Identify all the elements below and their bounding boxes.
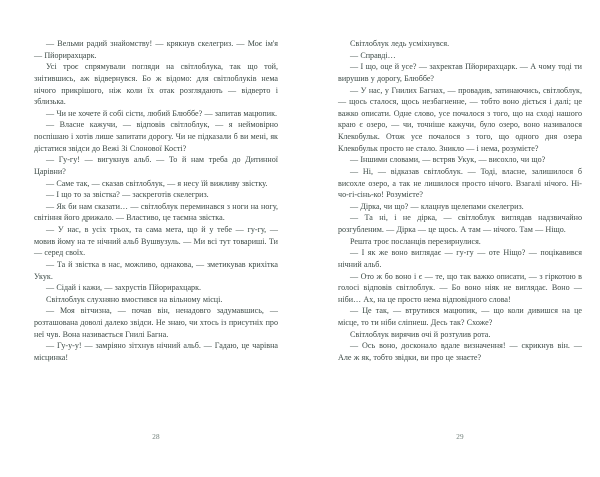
- paragraph: — Справді…: [350, 50, 396, 60]
- paragraph: — Моя вітчизна, — почав він, ненадовго задумавшись, — розташована доволі далеко звідси. Не знаю, чи хтось із присутніх про неї чув. Вона називається Гнилі Багна.: [34, 306, 278, 339]
- paragraph: — І як же воно виглядає — гу-гу — оте Ніщо? — поцікавився нічний альб.: [338, 248, 582, 269]
- page-left-textblock: [34, 38, 278, 364]
- paragraph: — Власне кажучи, — відповів світлоблук, — я неймовірно поспішаю і хотів лише запитати дорогу. Чи не підказали б ви мені, як дістатися звідси до Вежі Зі Слонової Кості?: [34, 120, 278, 153]
- paragraph: — Саме так, — сказав світлоблук, — я несу їй вижливу звістку.: [46, 178, 268, 188]
- paragraph: — Ні, — відказав світлоблук. — Тоді, власне, залишилося б висохле озеро, а так не лишилося просто нічого. Взагалі нічого. Ні-чо-гі-сінь-ко! Розумієте?: [338, 166, 582, 200]
- paragraph: — Сідай і кажи, — захрустів Пйорирахцарк.: [46, 283, 202, 293]
- paragraph: Усі троє спрямували погляди на світлоблука, так що той, знітившись, аж відвернувся. Бо ж відомо: для світлоблуків нема нічого прикрішого, ніж коли їх отак розглядають — відверто і зблизька.: [34, 62, 278, 107]
- paragraph: — Ось воно, досконало вдале визначення! — скрикнув він. — Але ж як, тобто звідки, ви про це знаєте?: [338, 341, 582, 362]
- page-right-textblock: [338, 38, 582, 364]
- paragraph: — Чи не хочете й собі сісти, любий Блюббе? — запитав мацюпик.: [46, 108, 278, 118]
- paragraph: — Іншими словами, — встряв Укук, — висохло, чи що?: [350, 155, 546, 165]
- paragraph: — Та ні, і не дірка, — світлоблук виглядав надзвичайно розгубленим. — Дірка — це щось. А там — нічого. Там — Ніщо.: [338, 213, 582, 234]
- paragraph: Світлоблук вирячив очі й розтулив рота.: [350, 329, 491, 339]
- paragraph: — Вельми радий знайомству! — крякнув скелегриз. — Моє ім'я — Пйорирахцарк.: [34, 39, 278, 60]
- paragraph: — І що то за звістка? — заскреготів скелегриз.: [46, 190, 209, 200]
- page-right: [300, 0, 600, 477]
- paragraph: — Та й звістка в нас, можливо, однакова, — зметикував крихітка Укук.: [34, 259, 278, 281]
- paragraph: Світлоблук ледь усміхнувся.: [350, 39, 450, 48]
- paragraph: — Дірка, чи що? — клацнув щелепами скелегриз.: [350, 201, 524, 211]
- paragraph: — У нас, у Гнилих Багнах, — провадив, затинаючись, світлоблук, — щось сталося, щось незбагненне, — тобто воно діється і далі; це важко описати. Одне слово, усе почалося з того, що на сході нашого краю є озеро, — чи, точніше кажучи, було озеро, воно називалося Клекобульк. Отож усе почалося з того, що одного дня озера Клекобульк просто не стало. Зникло — і нема, розумієте?: [338, 85, 582, 153]
- paragraph: — Це так, — втрутився мацюпик, — що коли дивишся на це місце, то ти ніби сліпнеш. Десь так? Схоже?: [338, 306, 582, 327]
- paragraph: — У нас, в усіх трьох, та сама мета, що й у тебе — гу-гу, — мовив йому на те нічний альб Вушвузуль. — Ми всі тут товариші. Ти — серед своїх.: [34, 225, 278, 258]
- paragraph: Решта троє посланців перезирнулися.: [350, 236, 481, 246]
- paragraph: — Ото ж бо воно і є — те, що так важко описати, — з гіркотою в голосі відповів світлоблук. — Бо воно ніяк не виглядає. Воно — ніби… Ах, на це просто нема відповідного слова!: [338, 271, 582, 304]
- paragraph: — Гу-гу! — вигукнув альб. — То й нам треба до Дитинної Царівни?: [34, 155, 278, 176]
- paragraph: — Як би нам сказати… — світлоблук переминався з ноги на ногу, світіння його дрижало. — Властиво, це таємна звістка.: [34, 201, 278, 223]
- paragraph: — Гу-у-у! — замріяно зітхнув нічний альб. — Гадаю, це чарівна місцинка!: [34, 341, 278, 362]
- paragraph: — І що, оце й усе? — захректав Пйорирахцарк. — А чому тоді ти вирушив у дорогу, Блюббе?: [338, 62, 582, 83]
- page-number-left: 28: [152, 433, 160, 441]
- page-number-right: 29: [456, 433, 464, 441]
- paragraph: Світлоблук слухняно вмостився на вільному місці.: [46, 294, 223, 304]
